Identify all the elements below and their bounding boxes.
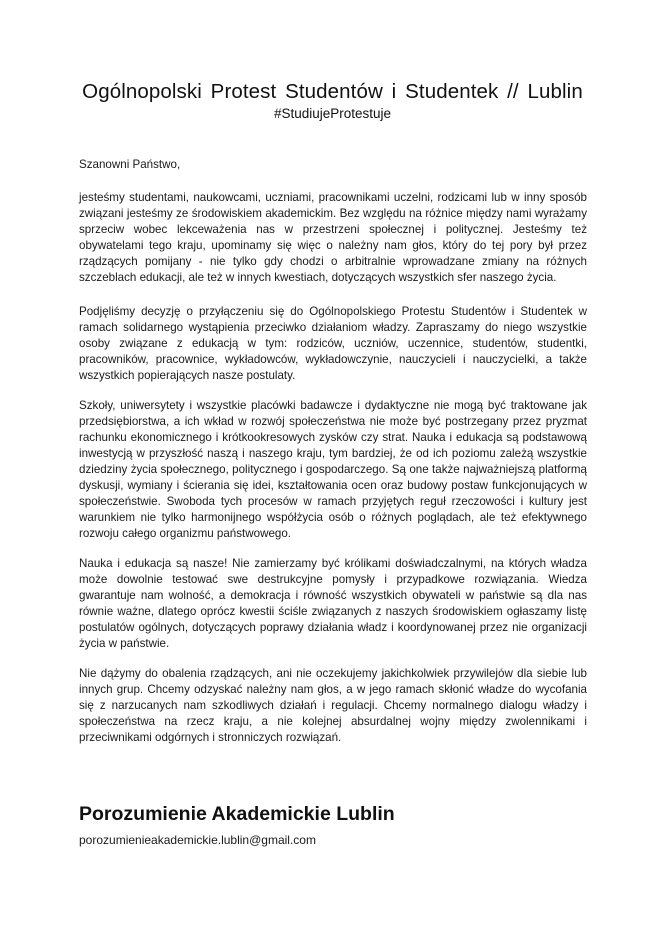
paragraph-text: jesteśmy studentami, naukowcami, uczniami, pracownikami uczelni, rodzicami lub w inny sposób związani jesteśmy ze środowiskiem akademickim. Bez względu na różnice między nami wyrażamy sprzeciw wobec lekceważenia nas w przestrzeni społecznej i politycznej. Jesteśmy też obywatelami tego kraju, upominamy się więc o należny nam głos, który do tej pory był przez rządzących pomijany - nie tylko gdy chodzi o arbitralnie wprowadzane zmiany na różnych szczeblach edukacji, ale też w innych kwestiach, dotyczących wszystkich sfer naszego życia.: [79, 191, 587, 284]
document-title: Ogólnopolski Protest Studentów i Studentek // Lublin: [82, 80, 583, 103]
contact-email: porozumienieakademickie.lublin@gmail.com: [79, 833, 316, 847]
paragraph-5: [79, 666, 587, 746]
document-hashtag: #StudiujeProtestuje: [273, 106, 392, 121]
paragraph-1: [79, 190, 587, 286]
paragraph-3: [79, 398, 587, 542]
greeting-text: Szanowni Państwo,: [79, 158, 181, 171]
paragraph-2: [79, 304, 587, 384]
paragraph-text: Nauka i edukacja są nasze! Nie zamierzamy być królikami doświadczalnymi, na których władza może dowolnie testować swe destrukcyjne pomysły i przypadkowe rozwiązania. Wiedza gwarantuje nam wolność, a demokracja i równość wszystkich obywateli w państwie są dla nas równie ważne, dlatego oprócz kwestii ściśle związanych z naszych środowiskiem ogłaszamy listę postulatów ogólnych, dotyczących poprawy działania władz i koordynowanej przez nie organizacji życia w państwie.: [79, 557, 587, 650]
paragraph-text: Nie dążymy do obalenia rządzących, ani nie oczekujemy jakichkolwiek przywilejów dla siebie lub innych grup. Chcemy odzyskać należny nam głos, a w jego ramach skłonić władze do wycofania się z narzucanych nam szkodliwych działań i regulacji. Chcemy normalnego dialogu władzy i społeczeństwa na rzecz kraju, a nie kolejnej absurdalnej wojny między zwolennikami i przeciwnikami odgórnych i stronniczych rozwiązań.: [79, 667, 587, 744]
paragraph-text: Podjęliśmy decyzję o przyłączeniu się do Ogólnopolskiego Protestu Studentów i Studentek w ramach solidarnego wystąpienia przeciwko działaniom władzy. Zapraszamy do niego wszystkie osoby związane z edukacją w tym: rodziców, uczniów, uczennice, studentów, studentki, pracowników, pracownice, wykładowców, wykładowczynie, nauczycieli i nauczycielki, a także wszystkich popierających nasze postulaty.: [79, 305, 587, 382]
greeting: [79, 157, 587, 173]
paragraph-text: Szkoły, uniwersytety i wszystkie placówki badawcze i dydaktyczne nie mogą być traktowane jak przedsiębiorstwa, a ich wkład w rozwój społeczeństwa nie może być postrzegany przez pryzmat rachunku ekonomicznego i krótkookresowych zysków czy strat. Nauka i edukacja są podstawową inwestycją w przyszłość naszą i naszego kraju, tym bardziej, że od ich poziomu zależą wszystkie dziedziny życia społecznego, politycznego i gospodarczego. Są one także najważniejszą platformą dyskusji, wymiany i ścierania się idei, kształtowania ocen oraz budowy postaw funkcjonujących w społeczeństwie. Swoboda tych procesów w ramach przyjętych reguł rzeczowości i kultury jest warunkiem nie tylko harmonijnego współżycia osób o różnych poglądach, ale też efektywnego rozwoju całego organizmu państwowego.: [79, 399, 587, 540]
signature-organization: Porozumienie Akademickie Lublin: [79, 803, 395, 825]
paragraph-4: [79, 556, 587, 652]
